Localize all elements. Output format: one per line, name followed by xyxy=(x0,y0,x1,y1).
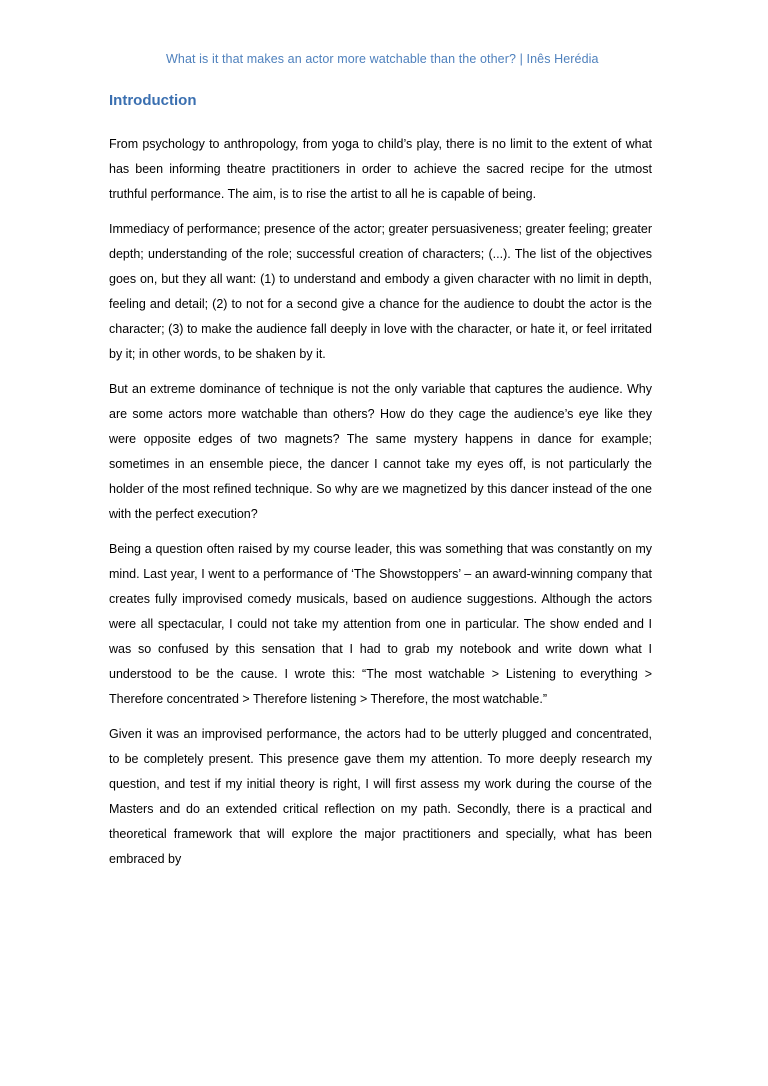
paragraph: Given it was an improvised performance, the actors had to be utterly plugged and concentrated, to be completely present. This presence gave them my attention. To more deeply research my question, and test if my initial theory is right, I will first assess my work during the course of the Masters and do an extended critical reflection on my path. Secondly, there is a practical and theoretical framework that will explore the major practitioners and specially, what has been embraced by xyxy=(109,727,652,866)
section-heading: Introduction xyxy=(109,92,197,109)
paragraph: Immediacy of performance; presence of the actor; greater persuasiveness; greater feeling; greater depth; understanding of the role; successful creation of characters; (...). The list of the objectives goes on, but they all want: (1) to understand and embody a given character with no limit in depth, feeling and detail; (2) to not for a second give a chance for the audience to doubt the actor is the character; (3) to make the audience fall deeply in love with the character, or hate it, or feel irritated by it; in other words, to be shaken by it. xyxy=(109,222,652,361)
running-header: What is it that makes an actor more watchable than the other? | Inês Herédia xyxy=(166,52,599,66)
body-text xyxy=(109,132,652,882)
paragraph: Being a question often raised by my course leader, this was something that was constantly on my mind. Last year, I went to a performance of ‘The Showstoppers’ – an award-winning company that creates fully improvised comedy musicals, based on audience suggestions. Although the actors were all spectacular, I could not take my attention from one in particular. The show ended and I was so confused by this sensation that I had to grab my notebook and write down what I understood to be the cause. I wrote this: “The most watchable > Listening to everything > Therefore concentrated > Therefore listening > Therefore, the most watchable.” xyxy=(109,542,652,706)
paragraph: But an extreme dominance of technique is not the only variable that captures the audience. Why are some actors more watchable than others? How do they cage the audience’s eye like they were opposite edges of two magnets? The same mystery happens in dance for example; sometimes in an ensemble piece, the dancer I cannot take my eyes off, is not particularly the holder of the most refined technique. So why are we magnetized by this dancer instead of the one with the perfect execution? xyxy=(109,382,652,521)
paragraph: From psychology to anthropology, from yoga to child’s play, there is no limit to the extent of what has been informing theatre practitioners in order to achieve the sacred recipe for the utmost truthful performance. The aim, is to rise the artist to all he is capable of being. xyxy=(109,137,652,201)
